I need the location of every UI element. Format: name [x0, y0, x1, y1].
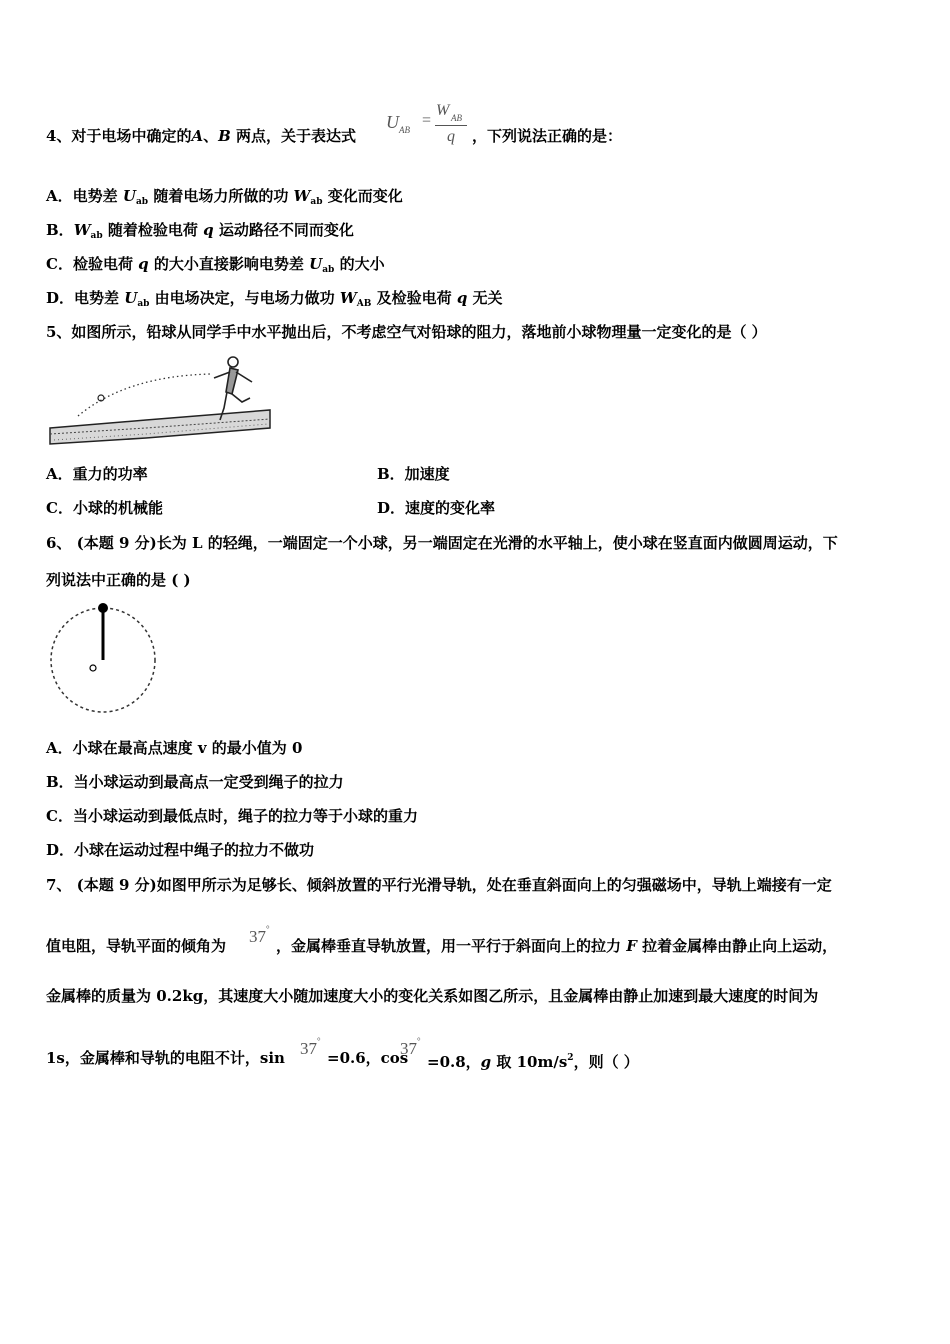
circular-motion-figure: [46, 600, 160, 714]
q4-option-c: C．检验电荷 q 的大小直接影响电势差 $U_{ab}$ 的大小: [46, 255, 385, 275]
q6-stem-line1: 6、 (本题 9 分)长为 L 的轻绳，一端固定一个小球，另一端固定在光滑的水平轴上，使小球在竖直面内做圆周运动，下: [46, 534, 838, 552]
trajectory-path: [78, 374, 211, 416]
q6-option-a: A．小球在最高点速度 v 的最小值为 0: [46, 739, 303, 757]
q4-stem-end: ，下列说法正确的是：: [472, 127, 623, 145]
q4-option-b: B．$W_{ab}$ 随着检验电荷 q 运动路径不同而变化: [46, 221, 354, 241]
athlete-figure: [214, 357, 252, 420]
q5-option-a: A．重力的功率: [46, 465, 148, 483]
q4-option-d: D．电势差 $U_{ab}$ 由电场决定，与电场力做功 $W_{AB}$ 及检验电荷 q 无关: [46, 289, 503, 309]
q4-formula: U AB = W AB q: [386, 106, 486, 150]
q7-line1: 7、 (本题 9 分)如图甲所示为足够长、倾斜放置的平行光滑导轨，处在垂直斜面向上的匀强磁场中，导轨上端接有一定: [46, 876, 832, 894]
q5-option-c: C．小球的机械能: [46, 499, 163, 517]
q5-option-d: D．速度的变化率: [377, 499, 496, 517]
q5-stem: 5、如图所示，铅球从同学手中水平抛出后，不考虑空气对铅球的阻力，落地前小球物理量一定变化的是（ ）: [46, 323, 767, 341]
angle-37-b: 37°: [300, 1036, 321, 1058]
angle-37-a: 37°: [249, 924, 270, 946]
q6-option-c: C．当小球运动到最低点时，绳子的拉力等于小球的重力: [46, 807, 418, 825]
ground: [50, 410, 270, 444]
angle-37-c: 37°: [400, 1036, 421, 1058]
q6-option-d: D．小球在运动过程中绳子的拉力不做功: [46, 841, 315, 859]
q4-option-a: A．电势差 $U_{ab}$ 随着电场力所做的功 $W_{ab}$ 变化而变化: [46, 187, 403, 207]
q7-line4a: 1s，金属棒和导轨的电阻不计，sin: [46, 1049, 285, 1067]
ball-top: [98, 603, 108, 613]
q7-line4c: =0.8，g 取 $10m/s^2$，则（ ）: [427, 1053, 639, 1071]
q7-line2: 值电阻，导轨平面的倾角为: [46, 937, 227, 955]
q4-stem: 4、对于电场中确定的A、B 两点，关于表达式: [46, 127, 357, 145]
q7-line4b: =0.6，cos: [327, 1049, 409, 1067]
q6-stem-line2: 列说法中正确的是 ( ): [46, 571, 191, 589]
q7-line2-cont: ，金属棒垂直导轨放置，用一平行于斜面向上的拉力 F 拉着金属棒由静止向上运动，: [276, 937, 838, 955]
axle: [90, 665, 96, 671]
q7-line3: 金属棒的质量为 0.2kg，其速度大小随加速度大小的变化关系如图乙所示，且金属棒由静止加速到最大速度的时间为: [46, 987, 819, 1005]
q5-option-b: B．加速度: [377, 465, 450, 483]
fraction-bar: [435, 125, 467, 126]
q6-option-b: B．当小球运动到最高点一定受到绳子的拉力: [46, 773, 344, 791]
shot-put-figure: [46, 356, 271, 446]
